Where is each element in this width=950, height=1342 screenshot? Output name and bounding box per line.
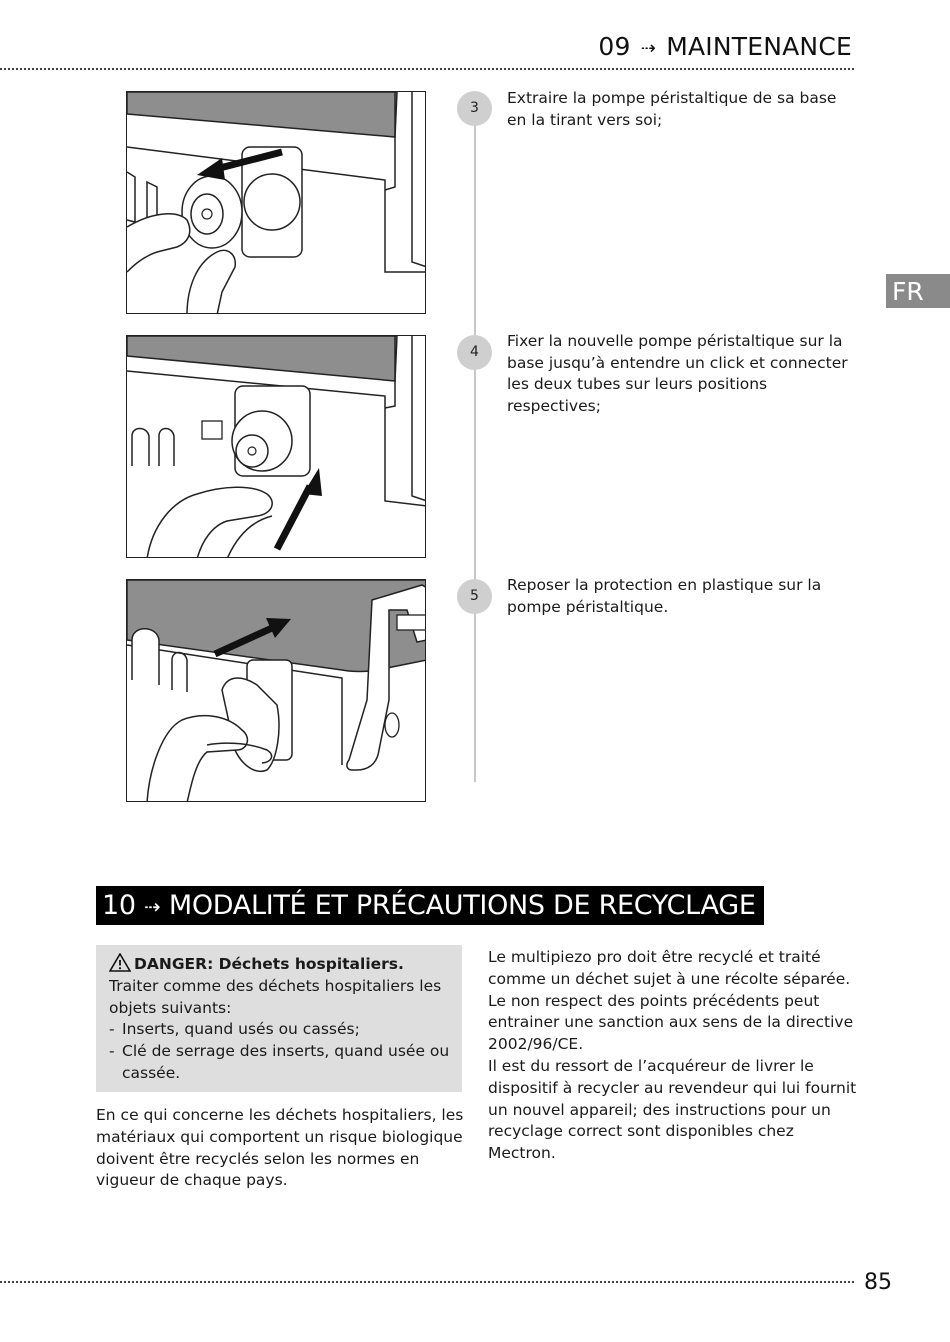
section-10-number: 10: [102, 890, 136, 921]
step-4-badge: 4: [457, 335, 492, 370]
language-tab: FR: [886, 274, 950, 308]
dotted-arrow-icon: ⇢: [144, 894, 161, 919]
danger-intro: Traiter comme des déchets hospitaliers les objets suivants:: [109, 976, 442, 1017]
danger-warning-box: [96, 945, 462, 1092]
section-header: [598, 32, 852, 61]
danger-heading-text: DANGER: Déchets hospitaliers.: [134, 955, 404, 973]
step-5-text: Reposer la protection en plastique sur la pompe péristaltique.: [507, 576, 822, 616]
header-divider: [0, 68, 854, 70]
section-title: MAINTENANCE: [666, 32, 852, 61]
footer-divider: [0, 1281, 854, 1283]
steps-timeline: [474, 118, 476, 782]
warning-triangle-icon: [109, 953, 131, 972]
danger-heading: [109, 953, 450, 976]
step-3-text: Extraire la pompe péristaltique de sa base en la tirant vers soi;: [507, 89, 837, 129]
dotted-arrow-icon: ⇢: [640, 37, 657, 59]
danger-list-item: - Inserts, quand usés ou cassés;: [109, 1019, 450, 1041]
page-number: 85: [864, 1270, 892, 1295]
illustration-step-5: [126, 579, 426, 802]
illustration-step-4: [126, 335, 426, 558]
recycling-paragraph-1: Le multipiezo pro doit être recyclé et traité comme un déchet sujet à une récolte séparée. Le non respect des points précédents peut entrainer une sanction aux sens de la directive 2002/96/CE.: [488, 948, 854, 1054]
recycling-info: [488, 947, 860, 1165]
danger-list: [109, 1019, 450, 1084]
recycling-paragraph-2: Il est du ressort de l’acquéreur de livrer le dispositif à recycler au revendeur qui lui fournit un nouvel appareil; des instructions pour un recyclage correct sont disponibles chez Mectron.: [488, 1056, 857, 1163]
danger-list-item: - Clé de serrage des inserts, quand usée ou cassée.: [109, 1041, 450, 1085]
step-3-badge: 3: [457, 91, 492, 126]
section-number: 09: [598, 32, 631, 61]
section-10-title: [96, 886, 764, 925]
step-5-badge: 5: [457, 579, 492, 614]
hospital-waste-paragraph: En ce qui concerne les déchets hospitaliers, les matériaux qui comportent un risque biologique doivent être recyclés selon les normes en vigueur de chaque pays.: [96, 1106, 464, 1190]
illustration-step-3: [126, 91, 426, 314]
step-4-text: Fixer la nouvelle pompe péristaltique sur la base jusqu’à entendre un click et connecter les deux tubes sur leurs positions respectives;: [507, 332, 848, 415]
section-10-heading: MODALITÉ ET PRÉCAUTIONS DE RECYCLAGE: [168, 890, 756, 921]
